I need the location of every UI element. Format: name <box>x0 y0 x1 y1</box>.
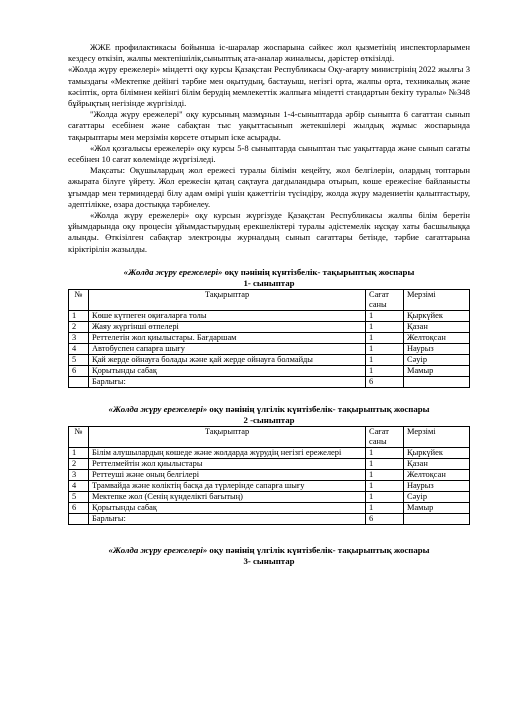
row-date: Қыркүйек <box>404 447 470 458</box>
row-hours: 1 <box>366 310 404 321</box>
row-topic: Қорытынды сабақ <box>89 502 366 513</box>
plan-2-title-rest: оқу пәнінің үлгілік күнтізбелік- тақырыптық жоспары <box>207 403 430 414</box>
header-topic: Тақырыптар <box>89 426 366 447</box>
plan-1-subtitle: 1- сыныптар <box>243 277 295 288</box>
row-num: 1 <box>69 447 89 458</box>
table-header-row <box>69 426 470 447</box>
row-date: Сәуір <box>404 354 470 365</box>
table-total-row <box>69 376 470 387</box>
plan-1-title-italic: «Жолда жүру ережелері» <box>123 266 223 277</box>
plan-2-title <box>68 404 470 415</box>
row-hours: 1 <box>366 332 404 343</box>
row-hours: 1 <box>366 502 404 513</box>
row-hours: 1 <box>366 458 404 469</box>
row-hours: 1 <box>366 343 404 354</box>
plan-3-subtitle: 3- сыныптар <box>243 555 295 566</box>
table-row <box>69 343 470 354</box>
total-label: Барлығы: <box>89 513 366 524</box>
row-hours: 1 <box>366 321 404 332</box>
row-hours: 1 <box>366 469 404 480</box>
row-hours: 1 <box>366 354 404 365</box>
header-hours: Сағат саны <box>366 426 404 447</box>
row-date: Сәуір <box>404 491 470 502</box>
row-num: 4 <box>69 480 89 491</box>
row-hours: 1 <box>366 491 404 502</box>
header-hours: Сағат саны <box>366 289 404 310</box>
table-row <box>69 469 470 480</box>
table-row <box>69 354 470 365</box>
paragraph-3: "Жолда жүру ережелері" оқу курсының мазмұнын 1-4-сыныптарда әрбір сыныпта 6 сағаттан сынып сағаттары есебінен және сабақтан тыс уақыттасынып жетекшілері жылдық жұмыс жоспарында тақырыптары мен мерзімін көрсете отырып іске асырады. <box>68 109 470 142</box>
table-row <box>69 310 470 321</box>
table-row <box>69 502 470 513</box>
row-topic: Автобуспен сапарға шығу <box>89 343 366 354</box>
plan-3-title-italic: «Жолда жүру ережелері» <box>108 544 208 555</box>
row-num: 2 <box>69 458 89 469</box>
table-row <box>69 321 470 332</box>
row-num: 6 <box>69 365 89 376</box>
plan-1-title-rest: оқу пәнінің күнтізбелік- тақырыптық жоспары <box>222 266 415 277</box>
table-row <box>69 365 470 376</box>
header-topic: Тақырыптар <box>89 289 366 310</box>
row-hours: 1 <box>366 365 404 376</box>
paragraph-4: «Жол қозғалысы ережелері» оқу курсы 5-8 сыныптарда сыныптан тыс уақыттарда және сынып сағаты есебінен 10 сағат көлемінде жүргізіледі. <box>68 142 470 165</box>
table-row <box>69 480 470 491</box>
paragraph-1: ЖЖЕ профилактикасы бойынша іс-шаралар жоспарына сәйкес жол қызметінің инспекторларымен кездесу өткізіп, жалпы мектепішілік,сыныптық ата-аналар жиналысы, дәрістер өткізілді. <box>68 42 470 64</box>
row-num: 2 <box>69 321 89 332</box>
row-num: 5 <box>69 354 89 365</box>
row-num: 5 <box>69 491 89 502</box>
row-hours: 1 <box>366 480 404 491</box>
row-topic: Қорытынды сабақ <box>89 365 366 376</box>
row-date: Қазан <box>404 458 470 469</box>
header-date: Мерзімі <box>404 426 470 447</box>
row-topic: Реттеуші және оның белгілері <box>89 469 366 480</box>
table-total-row <box>69 513 470 524</box>
plan-1-title <box>68 267 470 278</box>
row-num: 4 <box>69 343 89 354</box>
row-date: Наурыз <box>404 480 470 491</box>
plan-3-title <box>68 545 470 556</box>
row-date: Желтоқсан <box>404 332 470 343</box>
table-row <box>69 447 470 458</box>
row-topic: Мектепке жол (Сенің күнделікті бағытың) <box>89 491 366 502</box>
plan-2-table <box>68 426 470 525</box>
header-num: № <box>69 289 89 310</box>
header-num: № <box>69 426 89 447</box>
row-topic: Жаяу жүргінші өтпелері <box>89 321 366 332</box>
row-topic: Қай жерде ойнауға болады және қай жерде ойнауға болмайды <box>89 354 366 365</box>
row-topic: Реттелетін жол қиылыстары. Бағдаршам <box>89 332 366 343</box>
plan-3-title-rest: оқу пәнінің үлгілік күнтізбелік- тақырыптық жоспары <box>207 544 430 555</box>
total-value: 6 <box>366 513 404 524</box>
paragraph-6: «Жолда жүру ережелері» оқу курсын жүргізуде Қазақстан Республикасы жалпы білім беретін ұйымдарында оқу процесін ұйымдастырудың ерекшеліктері туралы әдістемелік нұсқау хаты басшылыққа алынды. Өткізілген сабақтар электронды журналдың сынып сағаттары бетінде, тәрбие сағаттарына кіріктірілін жазылды. <box>68 210 470 254</box>
row-date: Мамыр <box>404 365 470 376</box>
table-row <box>69 491 470 502</box>
plan-2-title-italic: «Жолда жүру ережелері» <box>108 403 208 414</box>
row-date: Желтоқсан <box>404 469 470 480</box>
row-date: Қыркүйек <box>404 310 470 321</box>
table-header-row <box>69 289 470 310</box>
row-date: Мамыр <box>404 502 470 513</box>
total-label: Барлығы: <box>89 376 366 387</box>
plan-2-subtitle: 2 -сыныптар <box>243 414 295 425</box>
table-row <box>69 332 470 343</box>
row-num: 3 <box>69 332 89 343</box>
table-row <box>69 458 470 469</box>
plan-1-table <box>68 289 470 388</box>
paragraph-2: «Жолда жүру ережелері» міндетті оқу курсы Қазақстан Республикасы Оқу-ағарту министрінің 2022 жылғы 3 тамыздағы «Мектепке дейінгі тәрбие мен оқытудың, бастауыш, негізгі орта, жалпы орта, техникалық және кәсіптік, орта білімнен кейінгі білім берудің мемлекеттік жалпыға міндетті стандартын бекіту туралы» №348 бұйрықтың негізінде жүргізілді. <box>68 64 470 109</box>
row-topic: Көше күтпеген оқиғаларға толы <box>89 310 366 321</box>
row-num: 3 <box>69 469 89 480</box>
row-topic: Реттелмейтін жол қиылыстары <box>89 458 366 469</box>
row-num: 6 <box>69 502 89 513</box>
row-num: 1 <box>69 310 89 321</box>
paragraph-5: Мақсаты: Оқушылардың жол ережесі туралы білімін кеңейту, жол белгілерін, олардың топтарын ажырата білуге үйрету. Жол ережесін қатаң сақтауға дағдыландыра отырып, көше ережесіне байланысты ұғымдар мен терминдерді білу адам өмірі үшін қажеттігін түсіндіру, жолда жүру мәдениетін қалыптастыру, әдептілікке, өзара достыққа тәрбиелеу. <box>68 165 470 209</box>
row-topic: Білім алушылардың көшеде және жолдарда жүрудің негізгі ережелері <box>89 447 366 458</box>
total-value: 6 <box>366 376 404 387</box>
row-topic: Трамвайда және көліктің басқа да түрлерінде сапарға шығу <box>89 480 366 491</box>
header-date: Мерзімі <box>404 289 470 310</box>
row-date: Қазан <box>404 321 470 332</box>
row-hours: 1 <box>366 447 404 458</box>
row-date: Наурыз <box>404 343 470 354</box>
